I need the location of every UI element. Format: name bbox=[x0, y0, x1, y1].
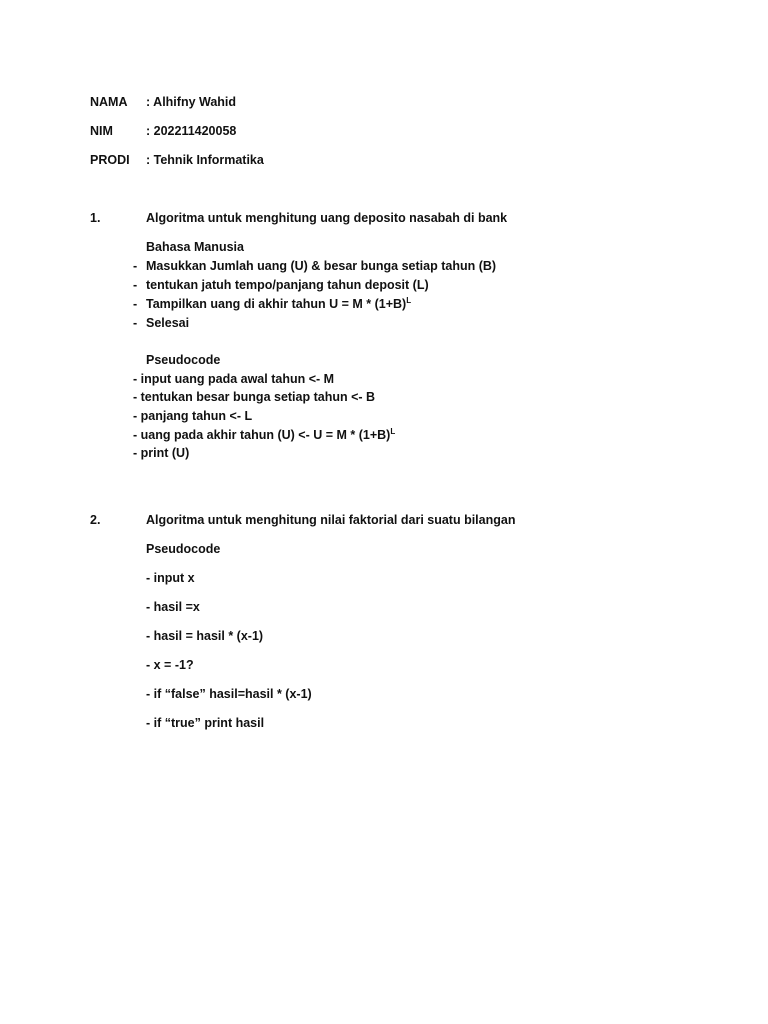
factorial-item-6: - if “true” print hasil bbox=[146, 716, 265, 730]
nama-label: NAMA bbox=[90, 95, 128, 109]
prodi-value: : Tehnik Informatika bbox=[146, 153, 264, 167]
nama-value: : Alhifny Wahid bbox=[146, 95, 237, 109]
human-item-2: tentukan jatuh tempo/panjang tahun deposit (L) bbox=[146, 278, 429, 292]
pseudo-item-3: - panjang tahun <- L bbox=[133, 409, 253, 423]
nim-label: NIM bbox=[90, 124, 113, 138]
section1-pseudo-heading: Pseudocode bbox=[146, 353, 221, 367]
human-item-3 bbox=[146, 296, 411, 312]
section2-title: Algoritma untuk menghitung nilai faktorial dari suatu bilangan bbox=[146, 513, 516, 527]
bullet-dash: - bbox=[133, 259, 138, 273]
human-item-4: Selesai bbox=[146, 316, 190, 330]
factorial-item-5: - if “false” hasil=hasil * (x-1) bbox=[146, 687, 312, 701]
pseudo-item-1: - input uang pada awal tahun <- M bbox=[133, 372, 335, 386]
section1-number: 1. bbox=[90, 211, 101, 225]
factorial-item-4: - x = -1? bbox=[146, 658, 194, 672]
section1-human-heading: Bahasa Manusia bbox=[146, 240, 244, 254]
factorial-item-2: - hasil =x bbox=[146, 600, 200, 614]
factorial-item-3: - hasil = hasil * (x-1) bbox=[146, 629, 264, 643]
human-item-3-sup: L bbox=[406, 296, 412, 305]
pseudo-item-4-sup: L bbox=[390, 427, 396, 436]
pseudo-item-5: - print (U) bbox=[133, 446, 190, 460]
bullet-dash: - bbox=[133, 297, 138, 311]
factorial-item-1: - input x bbox=[146, 571, 195, 585]
bullet-dash: - bbox=[133, 316, 138, 330]
bullet-dash: - bbox=[133, 278, 138, 292]
human-item-1: Masukkan Jumlah uang (U) & besar bunga setiap tahun (B) bbox=[146, 259, 497, 273]
section1-title: Algoritma untuk menghitung uang deposito nasabah di bank bbox=[146, 211, 508, 225]
nim-value: : 202211420058 bbox=[146, 124, 237, 138]
pseudo-item-4-text: - uang pada akhir tahun (U) <- U = M * (1+B) bbox=[133, 428, 391, 442]
human-item-3-text: Tampilkan uang di akhir tahun U = M * (1+B) bbox=[146, 297, 407, 311]
section2-number: 2. bbox=[90, 513, 101, 527]
pseudo-item-4 bbox=[133, 427, 395, 443]
pseudo-item-2: - tentukan besar bunga setiap tahun <- B bbox=[133, 390, 376, 404]
section2-pseudo-heading: Pseudocode bbox=[146, 542, 221, 556]
prodi-label: PRODI bbox=[90, 153, 130, 167]
